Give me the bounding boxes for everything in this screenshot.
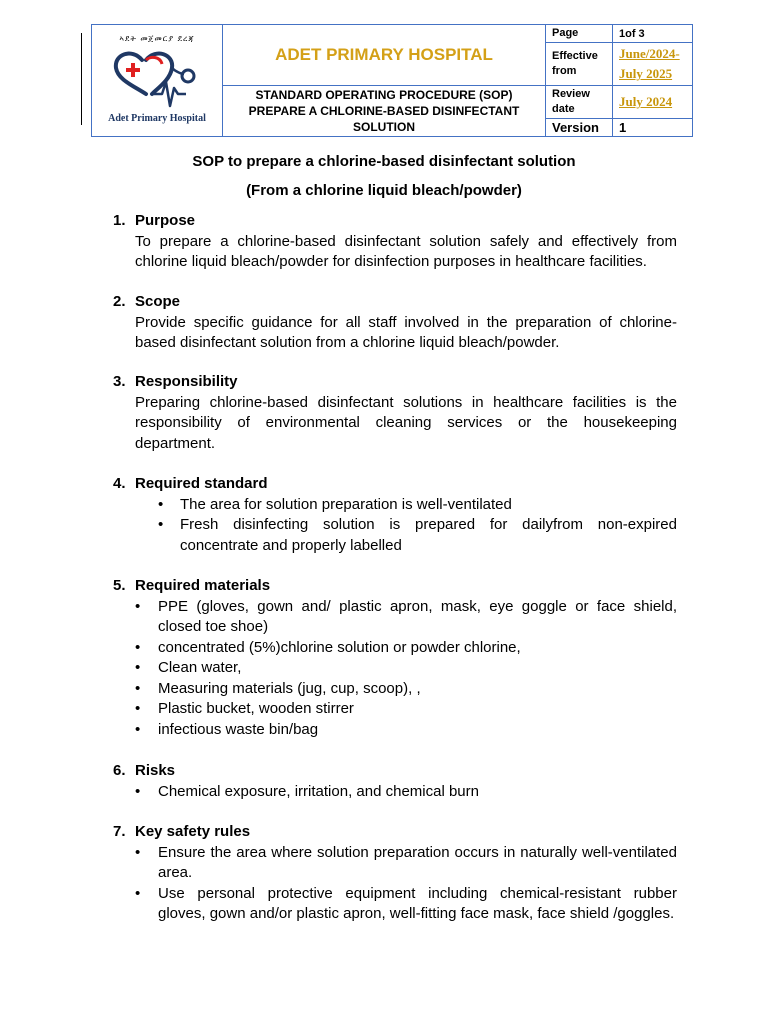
version-value: 1: [613, 119, 693, 137]
document-title: SOP to prepare a chlorine-based disinfectant solution: [192, 153, 576, 170]
margin-change-bar: [81, 33, 82, 125]
list-item: • concentrated (5%)chlorine solution or powder chlorine,: [113, 638, 677, 659]
logo-cell: [92, 25, 223, 137]
sop-title-cell: [223, 86, 546, 137]
logo-hospital-name: Adet Primary Hospital: [108, 112, 206, 124]
list-item: • Fresh disinfecting solution is prepared for dailyfrom non-expired concentrate and properly labelled: [113, 515, 677, 556]
section-scope: [113, 292, 677, 354]
list-item: • Chemical exposure, irritation, and chemical burn: [113, 782, 677, 803]
list-item: • PPE (gloves, gown and/ plastic apron, mask, eye goggle or face shield, closed toe shoe): [113, 597, 677, 638]
review-label: Review date: [546, 86, 613, 119]
hospital-logo: [102, 32, 212, 130]
sop-title-line-2: PREPARE A CHLORINE-BASED DISINFECTANT SOLUTION: [248, 104, 520, 134]
document-subtitle: (From a chlorine liquid bleach/powder): [246, 182, 522, 199]
section-risks: [113, 761, 677, 802]
section-body: Provide specific guidance for all staff involved in the preparation of chlorine-based disinfectant solution from a chlorine liquid bleach/powder.: [135, 313, 677, 351]
hospital-name-cell: [223, 25, 546, 86]
list-item: • Measuring materials (jug, cup, scoop), ,: [113, 679, 677, 700]
section-body: To prepare a chlorine-based disinfectant solution safely and effectively from chlorine liquid bleach/powder for disinfection purposes in healthcare facilities.: [135, 232, 677, 270]
logo-script-text: ኣደት መጀመርያ ደረጃ: [119, 33, 195, 43]
section-heading: 7. Key safety rules: [113, 823, 251, 840]
document-header-table: [91, 24, 693, 137]
list-item: • The area for solution preparation is well-ventilated: [113, 495, 677, 516]
section-heading: 4. Required standard: [113, 475, 268, 492]
section-heading: 3. Responsibility: [113, 373, 238, 390]
section-heading: 6. Risks: [113, 762, 176, 779]
effective-date: June/2024- July 2025: [619, 46, 680, 81]
section-purpose: [113, 211, 677, 273]
section-required-materials: [113, 576, 677, 740]
list-item: • Ensure the area where solution preparation occurs in naturally well-ventilated area.: [113, 843, 677, 884]
review-date: July 2024: [619, 94, 673, 109]
section-heading: 2. Scope: [113, 293, 181, 310]
section-key-safety-rules: [113, 822, 677, 925]
sop-title-line-1: STANDARD OPERATING PROCEDURE (SOP): [255, 88, 513, 102]
section-required-standard: [113, 474, 677, 556]
page-value: 1of 3: [613, 25, 693, 43]
heart-stethoscope-icon: [102, 42, 212, 122]
list-item: • Use personal protective equipment including chemical-resistant rubber gloves, gown and/or plastic apron, well-fitting face mask, face shield /goggles.: [113, 884, 677, 925]
section-heading: 1. Purpose: [113, 212, 196, 229]
version-label: Version: [546, 119, 613, 137]
effective-label: Effective from: [546, 43, 613, 86]
section-body: Preparing chlorine-based disinfectant solutions in healthcare facilities is the responsibility of environmental cleaning services or the housekeeping department.: [135, 393, 677, 452]
section-heading: 5. Required materials: [113, 577, 271, 594]
page-label: Page: [546, 25, 613, 43]
list-item: • Clean water,: [113, 658, 677, 679]
list-item: • Plastic bucket, wooden stirrer: [113, 699, 677, 720]
section-responsibility: [113, 372, 677, 454]
hospital-name: ADET PRIMARY HOSPITAL: [275, 45, 493, 64]
list-item: • infectious waste bin/bag: [113, 720, 677, 741]
effective-value-cell: [613, 43, 693, 86]
review-value-cell: [613, 86, 693, 119]
